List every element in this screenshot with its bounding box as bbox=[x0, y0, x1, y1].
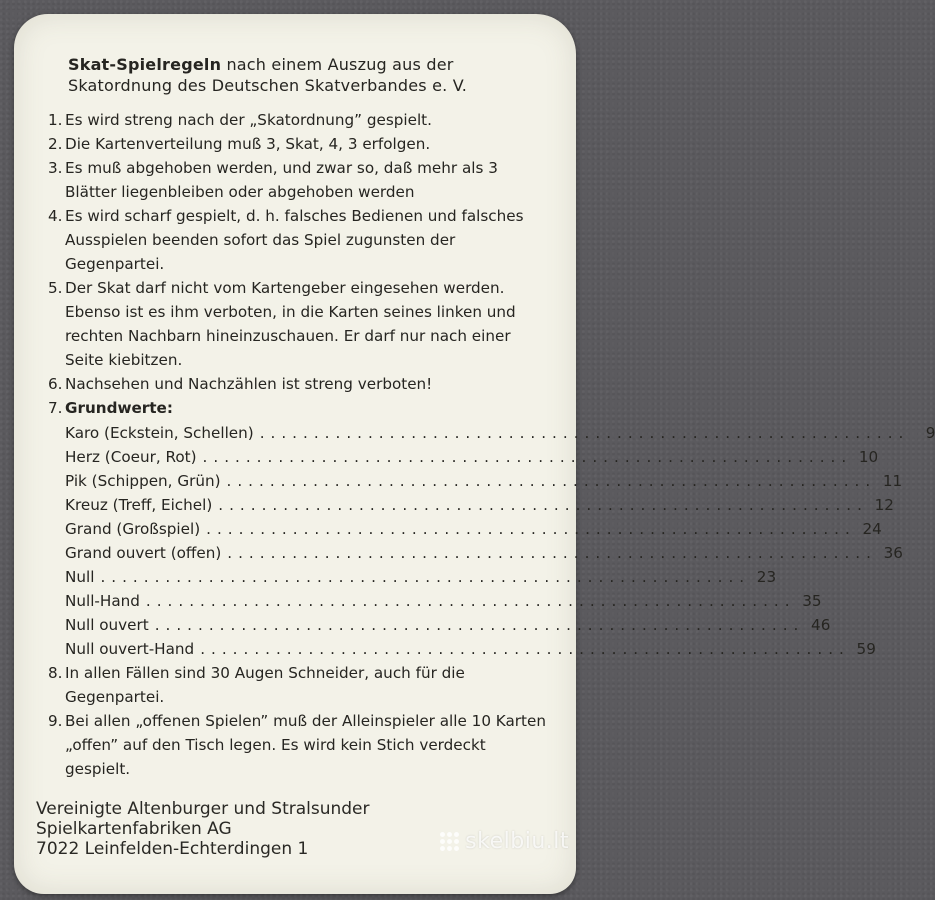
rule-item bbox=[48, 156, 548, 204]
game-value: 11 bbox=[882, 472, 903, 490]
value-row bbox=[65, 613, 831, 637]
rule-item bbox=[48, 108, 548, 132]
rule-number: 1. bbox=[48, 111, 63, 129]
value-row bbox=[65, 589, 822, 613]
rule-text: Nachsehen und Nachzählen ist streng verboten! bbox=[65, 375, 433, 393]
title-rest: nach einem Auszug aus der bbox=[221, 55, 454, 74]
value-row bbox=[65, 493, 894, 517]
rule-item bbox=[48, 661, 548, 709]
game-value: 59 bbox=[856, 640, 876, 658]
dot-leader: ............................................................ bbox=[202, 448, 853, 466]
value-row bbox=[65, 565, 777, 589]
game-value: 35 bbox=[802, 592, 822, 610]
dot-leader: ............................................................ bbox=[100, 568, 751, 586]
rule-item bbox=[48, 372, 548, 396]
rule-number: 8. bbox=[48, 664, 63, 682]
rule-text: Bei allen „offenen Spielen” muß der Alleinspieler alle 10 Karten „offen” auf den Tisch legen. Es wird kein Stich verdeckt gespielt. bbox=[65, 712, 546, 778]
dot-leader: ............................................................ bbox=[218, 496, 868, 514]
dot-leader: ............................................................ bbox=[259, 424, 910, 442]
rule-number: 2. bbox=[48, 135, 63, 153]
rule-text: Die Kartenverteilung muß 3, Skat, 4, 3 erfolgen. bbox=[65, 135, 431, 153]
game-label: Grand ouvert (offen) bbox=[65, 544, 222, 562]
game-label: Grand (Großspiel) bbox=[65, 520, 201, 538]
rule-number: 3. bbox=[48, 159, 63, 177]
rule-text: In allen Fällen sind 30 Augen Schneider, auch für die Gegenpartei. bbox=[65, 664, 465, 706]
rule-number: 7. bbox=[48, 399, 63, 417]
game-label: Karo (Eckstein, Schellen) bbox=[65, 424, 254, 442]
grundwerte-heading: Grundwerte: bbox=[65, 399, 173, 417]
rule-item bbox=[48, 276, 548, 372]
dot-leader: ............................................................ bbox=[154, 616, 805, 634]
rule-number: 9. bbox=[48, 712, 63, 730]
dot-leader: ............................................................ bbox=[200, 640, 850, 658]
dot-leader: ............................................................ bbox=[226, 472, 877, 490]
game-value: 10 bbox=[858, 448, 879, 466]
game-label: Null ouvert-Hand bbox=[65, 640, 195, 658]
value-row bbox=[65, 445, 879, 469]
watermark-dots-icon bbox=[440, 832, 459, 851]
game-label: Null ouvert bbox=[65, 616, 149, 634]
game-label: Pik (Schippen, Grün) bbox=[65, 472, 221, 490]
value-row bbox=[65, 517, 882, 541]
dot-leader: ............................................................ bbox=[145, 592, 796, 610]
skat-rules-card bbox=[14, 14, 935, 894]
game-value: 24 bbox=[862, 520, 882, 538]
watermark-text: skelbiu.lt bbox=[465, 829, 569, 854]
game-label: Herz (Coeur, Rot) bbox=[65, 448, 197, 466]
game-value: 36 bbox=[883, 544, 903, 562]
rules-list-before bbox=[48, 108, 548, 396]
dot-leader: ............................................................ bbox=[206, 520, 856, 538]
value-row bbox=[65, 421, 935, 445]
value-row bbox=[65, 469, 903, 493]
game-value: 46 bbox=[811, 616, 831, 634]
publisher-line: Vereinigte Altenburger und Stralsunder bbox=[36, 799, 370, 819]
rule-text: Es wird scharf gespielt, d. h. falsches Bedienen und falsches Ausspielen beenden sofort das Spiel zugunsten der Gegenpartei. bbox=[65, 207, 524, 273]
title-line2: Skatordnung des Deutschen Skatverbandes e. V. bbox=[68, 76, 468, 95]
value-row bbox=[65, 541, 903, 565]
game-value: 9 bbox=[925, 424, 935, 442]
card-content bbox=[36, 54, 935, 859]
game-value: 12 bbox=[874, 496, 894, 514]
rule-item bbox=[48, 132, 548, 156]
publisher-line: 7022 Leinfelden-Echterdingen 1 bbox=[36, 839, 309, 859]
game-value: 23 bbox=[756, 568, 777, 586]
rule-item bbox=[48, 204, 548, 276]
game-label: Kreuz (Treff, Eichel) bbox=[65, 496, 213, 514]
rules-list-after bbox=[48, 661, 548, 781]
rule-text: Der Skat darf nicht vom Kartengeber eingesehen werden. Ebenso ist es ihm verboten, in die Karten seines linken und rechten Nachbarn hineinzuschauen. Er darf nur nach einer Seite kiebitzen. bbox=[65, 279, 516, 369]
value-row bbox=[65, 637, 876, 661]
game-label: Null bbox=[65, 568, 95, 586]
title-bold: Skat-Spielregeln bbox=[68, 55, 222, 74]
game-label: Null-Hand bbox=[65, 592, 140, 610]
rule-number: 4. bbox=[48, 207, 63, 225]
watermark bbox=[440, 829, 569, 854]
rule-item bbox=[48, 709, 548, 781]
rule-text: Es muß abgehoben werden, und zwar so, daß mehr als 3 Blätter liegenbleiben oder abgehoben werden bbox=[65, 159, 498, 201]
rule-number: 6. bbox=[48, 375, 63, 393]
publisher-line: Spielkartenfabriken AG bbox=[36, 819, 232, 839]
rule-text: Es wird streng nach der „Skatordnung” gespielt. bbox=[65, 111, 432, 129]
rule-grundwerte bbox=[48, 396, 548, 420]
dot-leader: ............................................................ bbox=[227, 544, 877, 562]
rule-number: 5. bbox=[48, 279, 63, 297]
card-title bbox=[68, 54, 548, 96]
grundwerte-table bbox=[65, 421, 935, 661]
